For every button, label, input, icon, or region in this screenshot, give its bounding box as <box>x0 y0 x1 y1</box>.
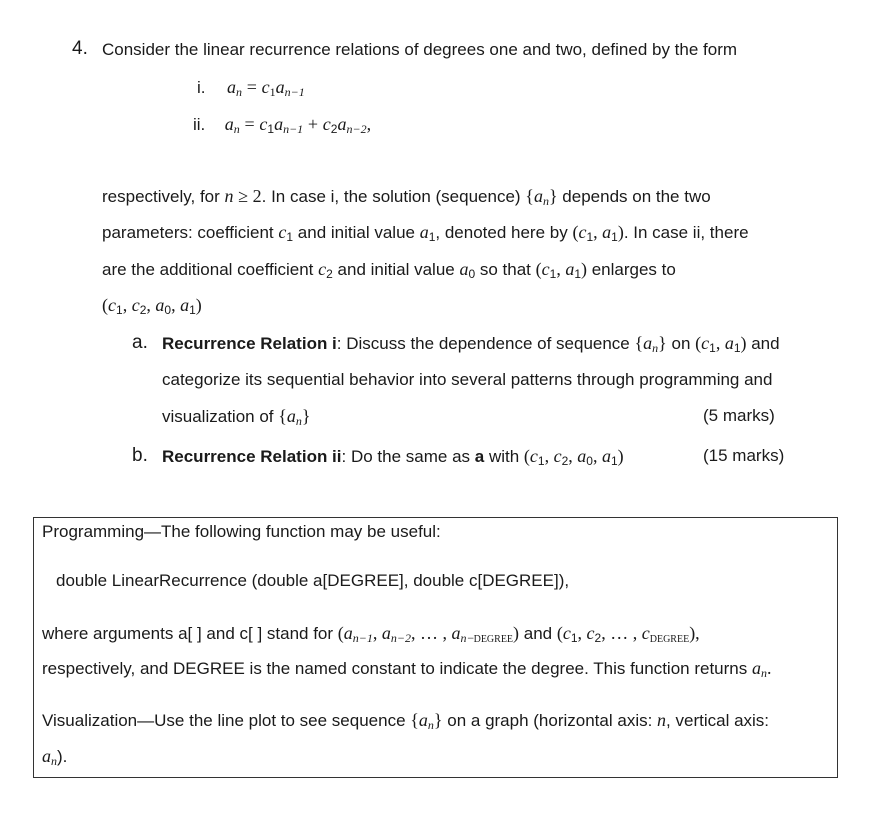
form-i: i. $a_n = c_1a_{n-1}$ <box>197 77 305 99</box>
box-line-6: $a_n$). <box>42 746 68 768</box>
form-ii: ii. $a_n = c_1a_{n-1} + c_2a_{n-2}$, <box>193 114 372 136</box>
para-line-2: parameters: coefficient $c_1$ and initial value $a_1$, denoted here by ($c_1$, $a_1$). In case ii, there <box>102 222 749 244</box>
part-b-label: b. <box>132 445 148 466</box>
box-line-3: where arguments a[ ] and c[ ] stand for ($a_{n-1}$, $a_{n-2}$, … , $a_{n-DEGREE}$) and ($c_1$, $c_2$, … , $c_{DEGREE}$), <box>42 623 700 645</box>
part-a-marks: (5 marks) <box>703 406 775 425</box>
form-ii-label: ii. <box>193 115 206 134</box>
box-code-line: double LinearRecurrence (double a[DEGREE], double c[DEGREE]), <box>56 571 570 590</box>
part-a-title: Recurrence Relation i <box>162 334 337 353</box>
part-a-line-1: Recurrence Relation i: Discuss the dependence of sequence $\{a_n\}$ on ($c_1$, $a_1$) and <box>162 333 780 355</box>
part-a-line-2: categorize its sequential behavior into several patterns through programming and <box>162 370 773 389</box>
para-line-3: are the additional coefficient $c_2$ and initial value $a_0$ so that ($c_1$, $a_1$) enlarges to <box>102 259 676 281</box>
question-number: 4. <box>72 38 88 59</box>
form-i-label: i. <box>197 78 206 97</box>
part-a-line-3: visualization of $\{a_n\}$ <box>162 406 311 428</box>
programming-box <box>33 517 838 778</box>
part-b-line-1: Recurrence Relation ii: Do the same as a with ($c_1$, $c_2$, $a_0$, $a_1$) <box>162 446 624 468</box>
part-a-label: a. <box>132 332 148 353</box>
para-line-1: respectively, for n ≥ 2. In case i, the solution (sequence) $\{a_n\}$ depends on the two <box>102 186 711 208</box>
part-b-marks: (15 marks) <box>703 446 785 465</box>
box-line-4: respectively, and DEGREE is the named constant to indicate the degree. This function returns $a_n$. <box>42 658 772 680</box>
box-line-1: Programming—The following function may be useful: <box>42 522 441 541</box>
part-b-title: Recurrence Relation ii <box>162 447 342 466</box>
box-line-5: Visualization—Use the line plot to see sequence $\{a_n\}$ on a graph (horizontal axis: n, vertical axis: <box>42 710 770 732</box>
para-line-4: ($c_1$, $c_2$, $a_0$, $a_1$) <box>102 295 202 317</box>
question-intro: Consider the linear recurrence relations of degrees one and two, defined by the form <box>102 40 738 59</box>
